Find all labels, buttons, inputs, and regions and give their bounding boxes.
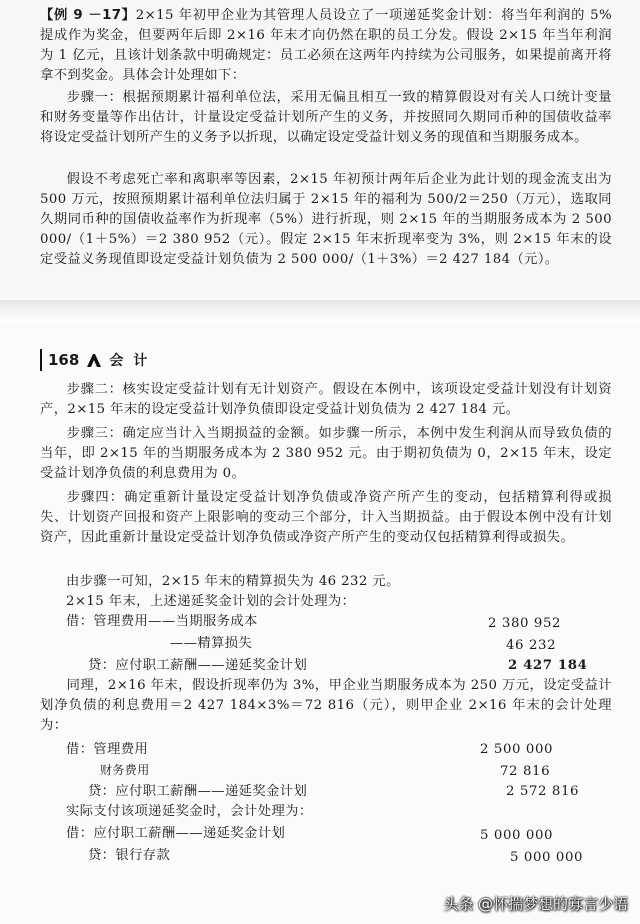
entry1-sub-label: ——精算损失 <box>170 636 253 651</box>
entry1-debit-amount2: 46 232 <box>506 638 557 653</box>
example-tag: 【例 9 －17】 <box>40 8 136 23</box>
page-separator <box>0 300 640 322</box>
step3-paragraph: 步骤三：确定应当计入当期损益的金额。如步骤一所示，本例中发生利润从而导致负债的当年，即 2×15 年的当期服务成本为 2 380 952 元。由于期初负债为 0，2×15 年末，设定受益计划净负债的利息费用为 0。 <box>40 426 612 481</box>
step1-paragraph: 步骤一：根据预期累计福利单位法，采用无偏且相互一致的精算假设对有关人口统计变量和财务变量等作出估计，计量设定受益计划所产生的义务，并按照同久期同币种的国债收益率将设定受益计划所产生的义务予以折现，以确定设定受益计划义务的现值和当期服务成本。 <box>40 90 612 145</box>
entry3-credit-amount: 5 000 000 <box>510 850 584 865</box>
example-paragraph <box>40 6 612 86</box>
entry2-sub-label: 财务费用 <box>100 763 150 777</box>
year2016-paragraph: 同理，2×16 年末，假设折现率仍为 3%，甲企业当期服务成本为 250 万元，设定受益计划净负债的利息费用＝2 427 184×3%＝72 816（元），则甲企业 2×16 年末的会计处理为： <box>40 678 612 733</box>
step4-paragraph: 步骤四：确定重新计量设定受益计划净负债或净资产所产生的变动，包括精算利得或损失、计划资产回报和资产上限影响的变动三个部分，计入当期损益。由于假设本例中没有计划资产，因此重新计量设定受益计划净负债或净资产所产生的变动仅包括精算利得或损失。 <box>40 490 612 545</box>
header-title: 会计 <box>109 353 158 369</box>
watermark-text: 头条 @怀揣梦想的寡言少语 <box>443 895 628 913</box>
top-page <box>0 0 640 300</box>
entry2-credit-amount: 2 572 816 <box>506 784 580 799</box>
entry1-debit-label: 借：管理费用——当期服务成本 <box>66 614 258 629</box>
page-number: 168 <box>48 351 80 369</box>
entry2-debit-amount1: 2 500 000 <box>480 742 554 757</box>
example-text: 2×15 年初甲企业为其管理人员设立了一项递延奖金计划：将当年利润的 5%提成作为奖金，但要两年后即 2×16 年末才向仍然在职的员工分发。假设 2×15 年当年利润为 1 亿元，且该计划条款中明确规定：员工必须在这两年内持续为公司服务，如果提前离开将拿不到奖金。具体会计处理如下： <box>40 8 612 83</box>
entry1-credit-amount: 2 427 184 <box>508 658 588 673</box>
entry3-credit-label: 贷：银行存款 <box>88 848 171 863</box>
page-header <box>40 346 157 374</box>
entry1-credit-label: 贷：应付职工薪酬——递延奖金计划 <box>88 658 308 673</box>
entry2-debit-amount2: 72 816 <box>500 764 551 779</box>
entry3-debit-amount: 5 000 000 <box>480 828 554 843</box>
entry2-debit-label: 借：管理费用 <box>66 742 149 757</box>
header-bar <box>40 349 42 371</box>
entry3-debit-label: 借：应付职工薪酬——递延奖金计划 <box>66 826 286 841</box>
entry1-intro: 2×15 年末，上述递延奖金计划的会计处理为： <box>66 594 356 609</box>
step1-summary: 由步骤一可知，2×15 年末的精算损失为 46 232 元。 <box>66 574 400 589</box>
entry3-intro: 实际支付该项递延奖金时，会计处理为： <box>66 804 313 819</box>
book-logo-icon <box>85 351 103 369</box>
entry1-debit-amount1: 2 380 952 <box>488 616 562 631</box>
assumption-paragraph: 假设不考虑死亡率和离职率等因素，2×15 年初预计两年后企业为此计划的现金流支出为 500 万元，按照预期累计福利单位法归属于 2×15 年的福利为 500/2＝250（万元），选取同久期同币种的国债收益率作为折现率（5%）进行折现，则 2×15 年的当期服务成本为 2 500 000/（1＋5%）＝2 380 952（元）。假定 2×15 年末折现率变为 3%，则 2×15 年末的设定受益义务现值即设定受益计划负债为 2 500 000/（1＋3%）＝2 427 184（元）。 <box>40 172 612 267</box>
step2-paragraph: 步骤二：核实设定受益计划有无计划资产。假设在本例中，该项设定受益计划没有计划资产，2×15 年末的设定受益计划净负债即设定受益计划负债为 2 427 184 元。 <box>40 382 612 417</box>
entry2-credit-label: 贷：应付职工薪酬——递延奖金计划 <box>88 784 308 799</box>
